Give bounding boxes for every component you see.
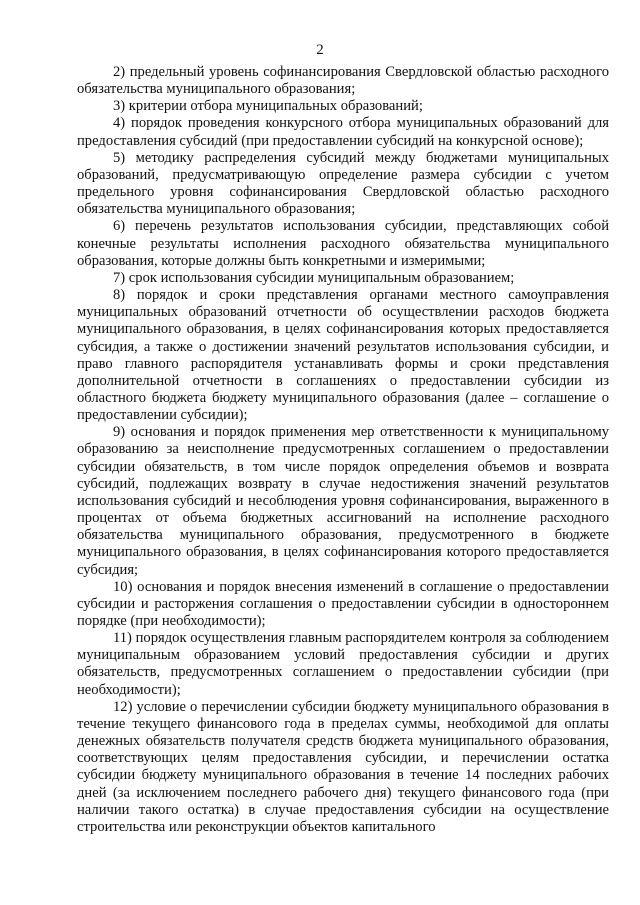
paragraph-item-4: 4) порядок проведения конкурсного отбора муниципальных образований для предоставления субсидий (при предоставлении субсидий на конкурсной основе); bbox=[77, 115, 609, 149]
page-number: 2 bbox=[316, 42, 324, 58]
paragraph-item-9: 9) основания и порядок применения мер ответственности к муниципальному образованию за неисполнение предусмотренных соглашением о предоставлении субсидии обязательств, в том числе порядок определения объемов и возврата субсидий, подлежащих возврату в случае недостижения значений результатов использования субсидий и несоблюдения уровня софинансирования, выраженного в процентах от объема бюджетных ассигнований на исполнение расходного обязательства муниципального образования, предусмотренного в бюджете муниципального образования, в целях софинансирования которого предоставляется субсидия; bbox=[77, 424, 609, 578]
paragraph-item-3: 3) критерии отбора муниципальных образований; bbox=[113, 98, 423, 115]
paragraph-item-10: 10) основания и порядок внесения изменений в соглашение о предоставлении субсидии и расторжения соглашения о предоставлении субсидии в одностороннем порядке (при необходимости); bbox=[77, 578, 609, 629]
paragraph-item-12: 12) условие о перечислении субсидии бюджету муниципального образования в течение текущего финансового года в пределах суммы, необходимой для оплаты денежных обязательств получателя средств бюджета муниципального образования, соответствующих целям предоставления субсидии, и перечислении остатка субсидии бюджету муниципального образования в течение 14 последних рабочих дней (за исключением последнего рабочего дня) текущего финансового года (при наличии такого остатка) в случае предоставления субсидии на осуществление строительства или реконструкции объектов капитального bbox=[77, 698, 609, 835]
paragraph-item-5: 5) методику распределения субсидий между бюджетами муниципальных образований, предусматривающую определение размера субсидии с учетом предельного уровня софинансирования Свердловской областью расходного обязательства муниципального образования; bbox=[77, 149, 609, 218]
paragraph-item-2: 2) предельный уровень софинансирования Свердловской областью расходного обязательства муниципального образования; bbox=[77, 64, 609, 98]
paragraph-item-8: 8) порядок и сроки представления органами местного самоуправления муниципальных образований отчетности об осуществлении расходов бюджета муниципального образования, в целях софинансирования которых предоставляется субсидия, а также о достижении значений результатов использования субсидии, и право главного распорядителя устанавливать формы и сроки представления дополнительной отчетности в соглашениях о предоставлении субсидии из областного бюджета бюджету муниципального образования (далее – соглашение о предоставлении субсидии); bbox=[77, 287, 609, 424]
paragraph-item-6: 6) перечень результатов использования субсидии, представляющих собой конечные результаты исполнения расходного обязательства муниципального образования, которые должны быть конкретными и измеримыми; bbox=[77, 218, 609, 269]
paragraph-item-7: 7) срок использования субсидии муниципальным образованием; bbox=[113, 269, 515, 286]
paragraph-item-11: 11) порядок осуществления главным распорядителем контроля за соблюдением муниципальным образованием условий предоставления субсидии и других обязательств, предусмотренных соглашением о предоставлении субсидии (при необходимости); bbox=[77, 630, 609, 698]
document-body bbox=[77, 64, 609, 836]
